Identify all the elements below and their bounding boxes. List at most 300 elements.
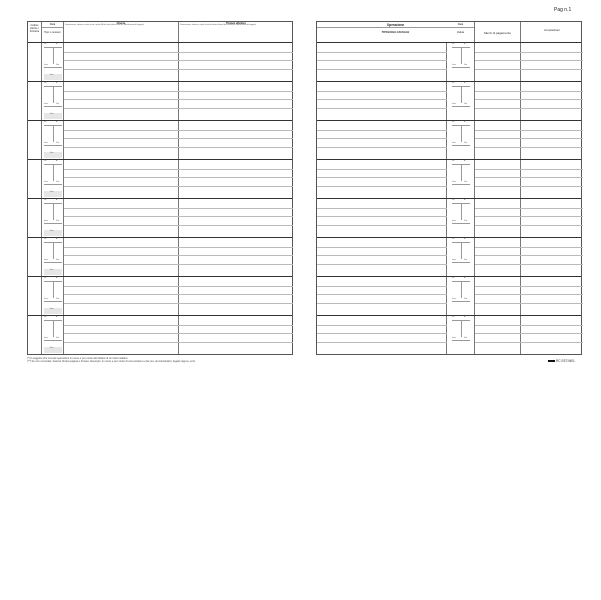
header-date-label: Data: [42, 22, 63, 28]
entry-line: [475, 69, 521, 70]
header-date: [42, 22, 64, 42]
entry-line: [475, 264, 521, 265]
date-range-tr-label: Al: [56, 239, 58, 240]
date-range-br-label: Fine: [56, 65, 60, 66]
entry-column: [64, 277, 179, 315]
header-payment-means-label: Mezzi di pagamento: [484, 31, 511, 35]
header-notes: [521, 22, 583, 42]
header-type-label: Tipo o numero: [44, 31, 61, 34]
entry-column: [475, 82, 521, 120]
header-client-subtitle: Denominazione, indirizzo e codice fiscale o partita IVA del cliente (dati richiesti per l'identificazione del soggetto): [65, 25, 144, 26]
date-range-box: [452, 239, 470, 275]
header-payment-means: [475, 22, 521, 42]
entry-line: [521, 216, 583, 217]
entry-line: [475, 138, 521, 139]
register-entry[interactable]: [317, 120, 581, 159]
entry-line: [317, 342, 447, 343]
date-range-bl-label: Inizio: [452, 260, 456, 261]
date-range-box: [44, 200, 62, 236]
entry-line: [64, 286, 179, 287]
entry-line: [179, 247, 293, 248]
date-range-bottom-label: Data: [50, 270, 54, 271]
date-range-rule: [452, 184, 470, 185]
entry-line: [64, 147, 179, 148]
entry-line: [317, 99, 447, 100]
header-op-date: [447, 22, 475, 42]
entry-line: [64, 208, 179, 209]
date-range-tl-label: Dal: [44, 317, 47, 318]
entry-line: [64, 342, 179, 343]
entry-line: [179, 130, 293, 131]
entry-line: [475, 225, 521, 226]
register-entry[interactable]: [28, 42, 292, 81]
date-range-br-label: Fine: [56, 221, 60, 222]
brand-logo-icon: [548, 360, 555, 363]
date-range-shade: [44, 152, 62, 158]
date-range-bl-label: Inizio: [452, 221, 456, 222]
date-range-tr-label: Al: [464, 200, 466, 201]
date-range-tr-label: Al: [56, 317, 58, 318]
date-range-divider: [53, 126, 54, 142]
entry-column: [475, 43, 521, 81]
register-entry[interactable]: [28, 159, 292, 198]
entry-line: [179, 294, 293, 295]
date-range-box: [44, 278, 62, 314]
entry-line: [64, 216, 179, 217]
date-range-box: [44, 44, 62, 80]
register-entry[interactable]: [317, 159, 581, 198]
date-range-rule: [44, 106, 62, 107]
entry-line: [475, 60, 521, 61]
date-range-divider: [461, 282, 462, 298]
entry-line: [317, 333, 447, 334]
entry-column: [317, 316, 447, 354]
entry-line: [475, 186, 521, 187]
header-client: [64, 22, 179, 42]
entry-line: [475, 130, 521, 131]
entry-column: [475, 160, 521, 198]
entry-column: [317, 121, 447, 159]
date-range-bottom-label: Data: [50, 114, 54, 115]
date-range-br-label: Fine: [56, 182, 60, 183]
header-owner-title: Titolare effettivo: [225, 22, 247, 25]
date-range-box: [452, 317, 470, 353]
entry-line: [64, 264, 179, 265]
entry-line: [179, 264, 293, 265]
header-owner-subtitle: Denominazione, indirizzo e codice fiscale del titolare effettivo (dati richiesti per l'identificazione del soggetto): [180, 25, 256, 26]
register-entry[interactable]: [317, 42, 581, 81]
date-range-bl-label: Inizio: [44, 299, 48, 300]
entry-line: [521, 91, 583, 92]
entry-line: [64, 60, 179, 61]
date-range-rule: [452, 340, 470, 341]
entry-line: [179, 138, 293, 139]
register-entry[interactable]: [317, 198, 581, 237]
page-number: Pag n.1: [554, 7, 572, 13]
entry-line: [179, 108, 293, 109]
entry-line: [521, 169, 583, 170]
entry-line: [521, 60, 583, 61]
entry-line: [179, 303, 293, 304]
date-range-shade: [44, 191, 62, 197]
entry-line: [179, 216, 293, 217]
date-range-tl-label: Dal: [452, 200, 455, 201]
date-range-rule: [44, 301, 62, 302]
entry-line: [475, 208, 521, 209]
entry-line: [64, 69, 179, 70]
entry-line: [317, 177, 447, 178]
date-range-tr-label: Al: [56, 200, 58, 201]
entry-line: [317, 60, 447, 61]
header-beneficial-owner: [179, 22, 293, 42]
header-operation-subtitle: TIPOLOGIA CAUSALE: [381, 31, 410, 34]
entry-line: [521, 69, 583, 70]
date-range-divider: [53, 87, 54, 103]
entry-column: [317, 82, 447, 120]
entry-line: [64, 99, 179, 100]
entry-line: [64, 247, 179, 248]
register-entry[interactable]: [317, 315, 581, 354]
entry-line: [317, 225, 447, 226]
footnote-1: (*) Il soggetto che compie operazioni in nome e per conto del titolare di un intermediario.: [27, 357, 129, 360]
entry-line: [179, 69, 293, 70]
date-range-br-label: Fine: [464, 143, 468, 144]
entry-column: [64, 316, 179, 354]
date-range-box: [44, 239, 62, 275]
entry-line: [521, 130, 583, 131]
date-range-bl-label: Inizio: [44, 338, 48, 339]
entry-column: [28, 277, 42, 315]
entry-line: [317, 286, 447, 287]
date-range-tr-label: Al: [56, 278, 58, 279]
date-range-tl-label: Dal: [452, 122, 455, 123]
entry-column: [475, 199, 521, 237]
entry-line: [475, 91, 521, 92]
date-range-rule: [44, 223, 62, 224]
register-entry[interactable]: [28, 315, 292, 354]
date-range-tl-label: Dal: [44, 278, 47, 279]
entry-line: [64, 333, 179, 334]
entry-column: [475, 238, 521, 276]
date-range-br-label: Fine: [56, 299, 60, 300]
entry-line: [475, 216, 521, 217]
date-range-br-label: Fine: [464, 260, 468, 261]
entry-column: [28, 199, 42, 237]
entry-line: [475, 169, 521, 170]
entry-line: [475, 333, 521, 334]
entry-line: [179, 91, 293, 92]
register-entry[interactable]: [317, 81, 581, 120]
entry-column: [475, 277, 521, 315]
entry-line: [64, 294, 179, 295]
date-range-tr-label: Al: [56, 161, 58, 162]
entry-line: [179, 208, 293, 209]
date-range-divider: [461, 126, 462, 142]
date-range-tr-label: Al: [464, 278, 466, 279]
register-entry[interactable]: [28, 120, 292, 159]
date-range-tl-label: Dal: [44, 239, 47, 240]
date-range-br-label: Fine: [56, 143, 60, 144]
date-range-tl-label: Dal: [452, 278, 455, 279]
date-range-divider: [461, 48, 462, 64]
date-range-bl-label: Inizio: [452, 143, 456, 144]
date-range-rule: [44, 262, 62, 263]
date-range-tl-label: Dal: [452, 161, 455, 162]
entry-line: [475, 342, 521, 343]
entry-line: [179, 333, 293, 334]
entry-column: [317, 199, 447, 237]
entry-column: [64, 82, 179, 120]
entry-line: [521, 325, 583, 326]
entry-line: [317, 147, 447, 148]
date-range-box: [44, 161, 62, 197]
header-client-title: Cliente: [116, 22, 126, 25]
date-range-tl-label: Dal: [452, 44, 455, 45]
entry-line: [521, 177, 583, 178]
date-range-shade: [44, 308, 62, 314]
entry-line: [521, 294, 583, 295]
entry-line: [521, 138, 583, 139]
entry-line: [179, 342, 293, 343]
entry-line: [64, 325, 179, 326]
date-range-box: [452, 161, 470, 197]
date-range-bottom-label: Data: [50, 153, 54, 154]
date-range-bottom-label: Data: [50, 75, 54, 76]
register-entry[interactable]: [28, 81, 292, 120]
entry-column: [64, 199, 179, 237]
entry-line: [317, 325, 447, 326]
entry-line: [521, 342, 583, 343]
date-range-bl-label: Inizio: [452, 338, 456, 339]
date-range-br-label: Fine: [464, 65, 468, 66]
date-range-divider: [53, 243, 54, 259]
date-range-box: [44, 83, 62, 119]
entry-line: [475, 303, 521, 304]
entry-line: [64, 91, 179, 92]
date-range-rule: [452, 262, 470, 263]
date-range-tr-label: Al: [464, 161, 466, 162]
entry-column: [317, 43, 447, 81]
entry-line: [475, 52, 521, 53]
date-range-bl-label: Inizio: [44, 143, 48, 144]
date-range-br-label: Fine: [56, 104, 60, 105]
entry-line: [317, 216, 447, 217]
date-range-br-label: Fine: [464, 338, 468, 339]
register-entry[interactable]: [317, 237, 581, 276]
date-range-bl-label: Inizio: [452, 104, 456, 105]
date-range-tr-label: Al: [464, 239, 466, 240]
entry-line: [317, 186, 447, 187]
date-range-box: [44, 122, 62, 158]
date-range-divider: [461, 165, 462, 181]
date-range-bottom-label: Data: [50, 309, 54, 310]
entry-line: [64, 303, 179, 304]
entry-line: [521, 108, 583, 109]
date-range-rule: [452, 301, 470, 302]
date-range-box: [452, 200, 470, 236]
date-range-bl-label: Inizio: [452, 65, 456, 66]
entry-line: [317, 208, 447, 209]
date-range-divider: [461, 87, 462, 103]
entry-column: [317, 238, 447, 276]
date-range-divider: [461, 204, 462, 220]
entry-line: [475, 177, 521, 178]
date-range-shade: [44, 74, 62, 80]
left-header: [28, 22, 292, 43]
date-range-divider: [53, 165, 54, 181]
entry-column: [28, 316, 42, 354]
date-range-bl-label: Inizio: [44, 104, 48, 105]
date-range-tl-label: Dal: [44, 161, 47, 162]
entry-line: [475, 294, 521, 295]
date-range-tl-label: Dal: [452, 239, 455, 240]
register-entry[interactable]: [317, 276, 581, 315]
entry-line: [179, 60, 293, 61]
entry-column: [28, 160, 42, 198]
entry-line: [64, 186, 179, 187]
entry-line: [317, 294, 447, 295]
date-range-tr-label: Al: [56, 122, 58, 123]
entry-line: [179, 52, 293, 53]
entry-line: [64, 255, 179, 256]
date-range-br-label: Fine: [464, 221, 468, 222]
date-range-shade: [44, 269, 62, 275]
entry-line: [521, 286, 583, 287]
entry-line: [179, 225, 293, 226]
operation-register-sheet: [316, 21, 582, 355]
entry-line: [317, 52, 447, 53]
client-register-sheet: [27, 21, 293, 355]
date-range-br-label: Fine: [464, 299, 468, 300]
entry-line: [521, 264, 583, 265]
entry-line: [317, 247, 447, 248]
date-range-shade: [44, 347, 62, 353]
entry-line: [475, 147, 521, 148]
entry-line: [179, 186, 293, 187]
date-range-tl-label: Dal: [452, 83, 455, 84]
entry-column: [475, 316, 521, 354]
date-range-bottom-label: Data: [50, 192, 54, 193]
date-range-shade: [44, 230, 62, 236]
header-op-date-label: Data: [447, 22, 474, 28]
date-range-rule: [452, 145, 470, 146]
brand-code: [548, 359, 575, 363]
date-range-divider: [461, 321, 462, 337]
date-range-divider: [53, 48, 54, 64]
date-range-tl-label: Dal: [44, 44, 47, 45]
entry-line: [317, 138, 447, 139]
brand-code-label: RC E571NEL: [556, 359, 576, 363]
date-range-tr-label: Al: [56, 44, 58, 45]
entry-line: [64, 52, 179, 53]
entry-column: [28, 121, 42, 159]
date-range-bl-label: Inizio: [452, 182, 456, 183]
entry-line: [317, 130, 447, 131]
date-range-box: [452, 278, 470, 314]
date-range-br-label: Fine: [56, 338, 60, 339]
entry-line: [317, 169, 447, 170]
date-range-tl-label: Dal: [452, 317, 455, 318]
entry-line: [179, 286, 293, 287]
entry-line: [521, 255, 583, 256]
entry-column: [317, 160, 447, 198]
date-range-tl-label: Dal: [44, 83, 47, 84]
entry-line: [475, 99, 521, 100]
entry-line: [521, 247, 583, 248]
date-range-box: [452, 44, 470, 80]
register-entry[interactable]: [28, 237, 292, 276]
date-range-tl-label: Dal: [44, 200, 47, 201]
date-range-rule: [44, 184, 62, 185]
entry-column: [64, 160, 179, 198]
entry-line: [521, 186, 583, 187]
entry-line: [475, 325, 521, 326]
date-range-bl-label: Inizio: [452, 299, 456, 300]
date-range-divider: [53, 282, 54, 298]
date-range-bottom-label: Data: [50, 348, 54, 349]
date-range-box: [452, 122, 470, 158]
date-range-bl-label: Inizio: [44, 182, 48, 183]
date-range-divider: [461, 243, 462, 259]
entry-line: [64, 177, 179, 178]
entry-line: [521, 225, 583, 226]
entry-column: [317, 277, 447, 315]
entry-line: [521, 333, 583, 334]
date-range-rule: [44, 340, 62, 341]
entry-line: [64, 225, 179, 226]
date-range-bl-label: Inizio: [44, 65, 48, 66]
register-entry[interactable]: [28, 276, 292, 315]
entry-line: [179, 255, 293, 256]
date-range-bl-label: Inizio: [44, 221, 48, 222]
entry-line: [64, 169, 179, 170]
date-range-rule: [452, 106, 470, 107]
entry-column: [28, 43, 42, 81]
date-range-br-label: Fine: [464, 104, 468, 105]
entry-line: [475, 255, 521, 256]
date-range-divider: [53, 321, 54, 337]
entry-line: [317, 69, 447, 70]
date-range-box: [44, 317, 62, 353]
entry-line: [64, 138, 179, 139]
header-client-code: [28, 22, 42, 42]
date-range-tr-label: Al: [464, 122, 466, 123]
date-range-bottom-label: Data: [50, 231, 54, 232]
entry-column: [64, 121, 179, 159]
entry-column: [28, 82, 42, 120]
entry-line: [475, 108, 521, 109]
entry-line: [317, 108, 447, 109]
date-range-tr-label: Al: [56, 83, 58, 84]
entry-line: [179, 99, 293, 100]
entry-line: [475, 247, 521, 248]
entry-line: [317, 91, 447, 92]
entry-line: [521, 303, 583, 304]
entry-line: [179, 147, 293, 148]
entry-line: [64, 108, 179, 109]
entry-line: [317, 255, 447, 256]
entry-line: [521, 52, 583, 53]
date-range-rule: [452, 223, 470, 224]
date-range-rule: [44, 145, 62, 146]
entry-line: [179, 325, 293, 326]
date-range-rule: [44, 67, 62, 68]
date-range-bl-label: Inizio: [44, 260, 48, 261]
header-op-currency-label: Valuta: [456, 31, 465, 34]
header-client-code-label: Codice cliente / fornitore: [29, 24, 40, 33]
date-range-shade: [44, 113, 62, 119]
register-entry[interactable]: [28, 198, 292, 237]
